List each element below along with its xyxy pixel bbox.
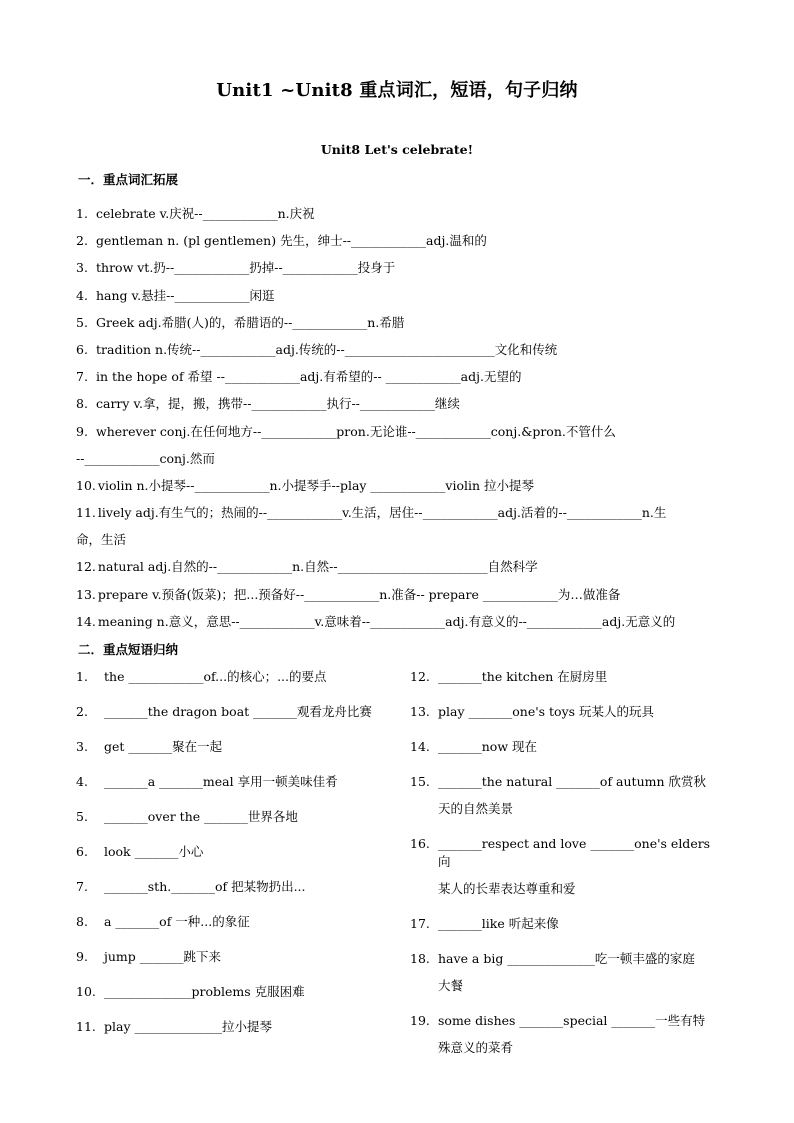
vocab-number: 13. [76, 586, 96, 602]
phrase-number: 11. [76, 1019, 96, 1034]
vocab-text-continued: --____________conj.然而 [76, 450, 215, 466]
phrase-number: 13. [410, 704, 430, 719]
vocab-item [76, 613, 726, 640]
phrase-body [104, 1018, 376, 1036]
phrase-item [410, 950, 720, 995]
vocab-item [76, 477, 726, 504]
vocab-item [76, 205, 726, 232]
phrase-text: _______respect and love _______one's elders 向 [438, 836, 711, 869]
phrase-body [104, 843, 376, 861]
vocab-text: in the hope of 希望 --____________adj.有希望的-- ____________adj.无望的 [96, 369, 522, 385]
vocab-number: 10. [76, 477, 96, 493]
document-title: Unit1 ~Unit8 重点词汇，短语，句子归纳 [216, 80, 578, 101]
phrase-item [76, 773, 376, 791]
vocab-text: wherever conj.在任何地方--____________pron.无论谁--____________conj.&pron.不管什么 [96, 423, 616, 439]
phrase-item [410, 1012, 720, 1057]
vocab-number: 7. [76, 369, 88, 385]
vocab-text: meaning n.意义，意思--____________v.意味着--____________adj.有意义的--____________adj.无意义的 [97, 613, 676, 629]
vocab-number: 12. [76, 559, 96, 575]
phrase-body [438, 950, 720, 995]
phrase-text: _______like 听起来像 [438, 916, 559, 931]
vocab-text: violin n.小提琴--____________n.小提琴手--play ____________violin 拉小提琴 [97, 477, 535, 493]
vocab-item [76, 287, 726, 314]
phrase-text: get _______聚在一起 [104, 739, 223, 754]
phrase-text: a _______of 一种...的象征 [104, 914, 250, 929]
phrase-item [76, 738, 376, 756]
section-title-vocabulary: 一．重点词汇拓展 [78, 172, 179, 187]
phrase-number: 17. [410, 916, 430, 931]
phrase-body [104, 668, 376, 686]
phrase-number: 18. [410, 951, 430, 966]
phrase-item [76, 913, 376, 931]
vocab-text: Greek adj.希腊(人)的，希腊语的--____________n.希腊 [96, 314, 405, 330]
phrase-number: 4. [76, 774, 88, 789]
phrase-item [76, 843, 376, 861]
phrase-number: 15. [410, 774, 430, 789]
phrase-text: _______sth._______of 把某物扔出... [104, 879, 306, 894]
vocab-item [76, 395, 726, 422]
vocab-item [76, 314, 726, 341]
vocab-item [76, 423, 726, 477]
vocab-item [76, 259, 726, 286]
vocab-item [76, 504, 726, 558]
vocab-line [76, 504, 726, 531]
phrase-number: 3. [76, 739, 88, 754]
vocab-text: hang v.悬挂--____________闲逛 [96, 287, 275, 303]
phrase-item [410, 738, 720, 756]
phrase-list-right [410, 668, 720, 1074]
phrase-item [76, 703, 376, 721]
phrase-text: _______the natural _______of autumn 欣赏秋 [438, 774, 706, 789]
phrase-number: 7. [76, 879, 88, 894]
phrase-item [410, 703, 720, 721]
phrase-body [104, 983, 376, 1001]
phrase-text: _______over the _______世界各地 [104, 809, 298, 824]
phrase-text: the ____________of...的核心；...的要点 [104, 669, 327, 684]
phrase-body [438, 915, 720, 933]
phrase-number: 6. [76, 844, 88, 859]
unit-title: Unit8 Let's celebrate! [320, 142, 474, 157]
vocab-text-continued: 命，生活 [76, 532, 127, 548]
vocab-number: 9. [76, 423, 88, 439]
vocab-text: prepare v.预备(饭菜)；把...预备好--____________n.准备-- prepare ____________为…做准备 [97, 586, 621, 602]
phrase-number: 10. [76, 984, 96, 999]
vocab-text: carry v.拿，提，搬，携带--____________执行--____________继续 [96, 396, 460, 412]
phrase-body [104, 773, 376, 791]
vocab-item [76, 341, 726, 368]
vocab-item [76, 586, 726, 613]
phrase-item [410, 773, 720, 818]
phrase-number: 19. [410, 1013, 430, 1028]
vocab-line [76, 423, 726, 450]
vocab-number: 14. [76, 613, 96, 629]
vocab-number: 4. [76, 287, 88, 303]
phrase-item [76, 948, 376, 966]
phrase-body [438, 835, 720, 898]
phrase-body [104, 948, 376, 966]
phrase-text: have a big ______________吃一顿丰盛的家庭 [438, 951, 695, 966]
phrase-body [104, 808, 376, 826]
phrase-text: _______the dragon boat _______观看龙舟比赛 [104, 704, 372, 719]
phrase-body [438, 1012, 720, 1057]
vocab-text: natural adj.自然的--____________n.自然--________________________自然科学 [97, 559, 538, 575]
section-title-phrases: 二．重点短语归纳 [78, 642, 179, 657]
vocab-number: 3. [76, 260, 88, 276]
phrase-body [104, 913, 376, 931]
phrase-number: 5. [76, 809, 88, 824]
phrase-item [76, 983, 376, 1001]
phrase-item [410, 668, 720, 686]
vocab-number: 8. [76, 396, 88, 412]
phrase-text: some dishes _______special _______一些有特 [438, 1013, 706, 1028]
vocab-text: gentleman n. (pl gentlemen) 先生，绅士--____________adj.温和的 [96, 233, 487, 249]
phrase-item [410, 835, 720, 898]
vocab-item [76, 558, 726, 585]
vocab-number: 2. [76, 233, 88, 249]
vocabulary-list [76, 205, 726, 640]
phrase-text-continued: 大餐 [438, 978, 464, 993]
phrase-text: look _______小心 [104, 844, 204, 859]
phrase-number: 9. [76, 949, 88, 964]
phrase-text: play ______________拉小提琴 [104, 1019, 272, 1034]
vocab-number: 5. [76, 314, 88, 330]
phrase-body [104, 878, 376, 896]
phrase-list-left [76, 668, 376, 1053]
phrase-text: jump _______跳下来 [104, 949, 222, 964]
phrase-text: play _______one's toys 玩某人的玩具 [438, 704, 655, 719]
phrase-text-continued: 殊意义的菜肴 [438, 1040, 514, 1055]
phrase-text: _______now 现在 [438, 739, 537, 754]
phrase-number: 1. [76, 669, 88, 684]
phrase-number: 2. [76, 704, 88, 719]
phrase-body [438, 703, 720, 721]
phrase-text: _______a _______meal 享用一顿美味佳肴 [104, 774, 338, 789]
vocab-item [76, 232, 726, 259]
phrase-item [76, 1018, 376, 1036]
vocab-text: tradition n.传统--____________adj.传统的--________________________文化和传统 [96, 341, 558, 357]
phrase-body [438, 668, 720, 686]
vocab-number: 6. [76, 341, 88, 357]
phrase-text-continued: 某人的长辈表达尊重和爱 [438, 881, 576, 896]
phrase-body [438, 773, 720, 818]
phrase-item [76, 808, 376, 826]
phrase-item [76, 668, 376, 686]
phrase-number: 8. [76, 914, 88, 929]
phrase-body [104, 703, 376, 721]
phrase-body [104, 738, 376, 756]
vocab-text: lively adj.有生气的；热闹的--____________v.生活，居住--____________adj.活着的--____________n.生 [97, 505, 667, 521]
vocab-number: 11. [76, 505, 96, 521]
phrase-item [410, 915, 720, 933]
phrase-number: 14. [410, 739, 430, 754]
phrase-number: 12. [410, 669, 430, 684]
phrase-item [76, 878, 376, 896]
phrase-body [438, 738, 720, 756]
phrase-number: 16. [410, 836, 430, 851]
phrase-text: _______the kitchen 在厨房里 [438, 669, 608, 684]
vocab-item [76, 368, 726, 395]
vocab-text: throw vt.扔--____________扔掉--____________投身于 [96, 260, 396, 276]
vocab-number: 1. [76, 206, 88, 221]
vocab-text: celebrate v.庆祝--____________n.庆祝 [96, 206, 315, 221]
phrase-text-continued: 天的自然美景 [438, 801, 514, 816]
phrase-text: ______________problems 克服困难 [104, 984, 305, 999]
